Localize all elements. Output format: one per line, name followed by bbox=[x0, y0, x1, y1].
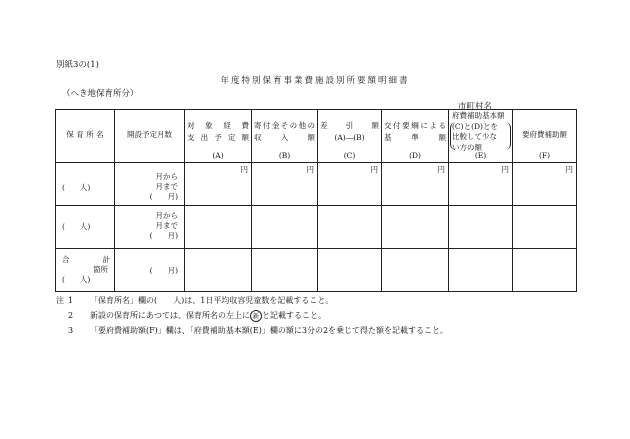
total-label-cell: 合 計 箇所 ( 人) bbox=[56, 249, 115, 292]
amount-cell-b[interactable] bbox=[252, 206, 318, 249]
detail-table bbox=[55, 109, 577, 292]
header-c: 差 引 額 (A)―(B) (C) bbox=[318, 110, 382, 163]
amount-cell-d[interactable] bbox=[382, 206, 449, 249]
header-f: 要府費補助額 (F) bbox=[513, 110, 577, 163]
name-cell[interactable]: ( 人) bbox=[56, 206, 115, 249]
total-cell-e[interactable] bbox=[449, 249, 513, 292]
amount-cell-c[interactable] bbox=[318, 206, 382, 249]
total-cell-f[interactable] bbox=[513, 249, 577, 292]
amount-cell-c[interactable]: 円 bbox=[318, 163, 382, 206]
amount-cell-b[interactable]: 円 bbox=[252, 163, 318, 206]
circled-new-mark: 新 bbox=[250, 310, 262, 322]
header-months: 開設予定月数 bbox=[115, 110, 185, 163]
total-cell-a[interactable] bbox=[185, 249, 252, 292]
note-3: 3 「要府費補助額(F)」欄は、「府費補助基本額(E)」欄の額に3分の2を乗じて得た額を記載すること。 bbox=[68, 326, 449, 335]
total-row bbox=[56, 249, 577, 292]
table-row bbox=[56, 206, 577, 249]
amount-cell-e[interactable] bbox=[449, 206, 513, 249]
amount-cell-a[interactable] bbox=[185, 206, 252, 249]
amount-cell-f[interactable]: 円 bbox=[513, 163, 577, 206]
header-d: 交付要綱による 基 準 額 (D) bbox=[382, 110, 449, 163]
page-title: 年度特別保育事業費施設別所要額明細書 bbox=[220, 76, 410, 86]
months-cell[interactable]: 月から 月まで ( 月) bbox=[115, 206, 185, 249]
city-label: 市町村名 bbox=[458, 102, 493, 112]
total-cell-b[interactable] bbox=[252, 249, 318, 292]
header-e: 府費補助基本額 (C)と(D)とを 比較して少な い方の額 (E) bbox=[449, 110, 513, 163]
notes bbox=[56, 293, 448, 338]
header-name: 保 育 所 名 bbox=[56, 110, 115, 163]
note-2: 2 新設の保育所にあつては、保育所名の左上に 新 と記載すること。 bbox=[68, 311, 326, 320]
header-b: 寄付金その他の 収 入 額 (B) bbox=[252, 110, 318, 163]
table-row bbox=[56, 163, 577, 206]
total-cell-c[interactable] bbox=[318, 249, 382, 292]
note-1: 注 1 「保育所名」欄の( 人)は、1日平均収容児童数を記載すること。 bbox=[56, 296, 334, 305]
amount-cell-e[interactable]: 円 bbox=[449, 163, 513, 206]
months-cell[interactable]: 月から 月まで ( 月) bbox=[115, 163, 185, 206]
amount-cell-a[interactable]: 円 bbox=[185, 163, 252, 206]
header-row bbox=[56, 110, 577, 163]
amount-cell-d[interactable]: 円 bbox=[382, 163, 449, 206]
total-cell-d[interactable] bbox=[382, 249, 449, 292]
document-id: 別紙3の(1) bbox=[56, 60, 99, 70]
name-cell[interactable]: ( 人) bbox=[56, 163, 115, 206]
amount-cell-f[interactable] bbox=[513, 206, 577, 249]
total-months-cell[interactable]: ( 月) bbox=[115, 249, 185, 292]
header-a: 対 象 経 費 支出予定額 (A) bbox=[185, 110, 252, 163]
subtitle: （へき地保育所分） bbox=[62, 89, 139, 99]
